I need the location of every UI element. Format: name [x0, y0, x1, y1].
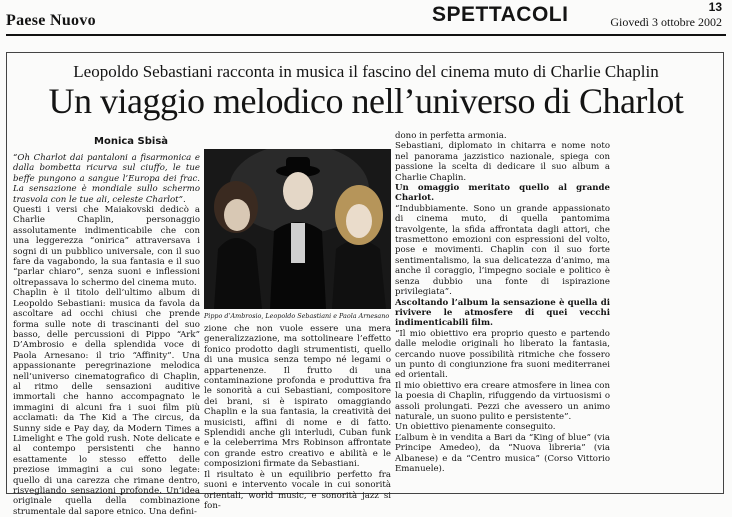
paragraph: “Indubbiamente. Sono un grande appassionato di cinema muto, di quella pantomima travolgente, la sfida affrontata dagli attori, che trasmettono emozioni con espressioni del volto, pose e movimenti. Chaplin con il suo forte sentimentalismo, la sua delicatezza d’animo, ma anche il coraggio, l’impegno sociale e politico è senza dubbio una fonte di ispirazione privilegiata”. — [395, 203, 610, 298]
paragraph: Un obiettivo pienamente conseguito. — [395, 422, 556, 433]
paragraph: zione che non vuole essere una mera generalizzazione, ma sottolineare l’effetto fonico prodotto dagli strumentisti, quello di una musica senza tempo né legami o appartenenze. Il frutto di una contaminazione profonda e produttiva fra le sonorità a cui Sebastiani, compositore dei brani, si è ispirato omaggiando Chaplin e la sua fantasia, la creatività dei musicisti, affini di nome e di fatto. Splendidi anche gli interludi, Cuban funk e la celeberrima Mrs Robinson affrontate con grande estro creativo e abilità e le composizioni firmate da Sebastiani. — [204, 324, 391, 470]
trio-photo-illustration — [204, 149, 391, 309]
article-kicker: Leopoldo Sebastiani racconta in musica il fascino del cinema muto di Charlie Chaplin — [73, 62, 659, 81]
header-rule — [6, 34, 726, 36]
article-headline: Un viaggio melodico nell’universo di Charlot — [48, 81, 684, 121]
paragraph: dono in perfetta armonia. — [395, 131, 507, 141]
paragraph: Questi i versi che Maiakovski dedicò a Charlie Chaplin, personaggio assolutamente indimenticabile che con una leggerezza “onirica” attraversava i sogni di un pubblico universale, con il suo fare da vagabondo, la sua fantasia e il suo “parlar chiaro”, senza suoni e inflessioni oltrepassava lo schermo del cinema muto. — [13, 205, 200, 288]
opening-quote: “Oh Charlot dai pantaloni a fisarmonica e dalla bombetta ricurva sul ciuffo, le tue beffe pungono a sangue l’Europa dei frac. La sensazione è mondiale sullo schermo trasvola con le tue ali, celeste Charlot”. — [13, 153, 200, 205]
text-column-1 — [13, 153, 200, 517]
photo-caption: Pippo d’Ambrosio, Leopoldo Sebastiani e Paola Arnesano — [204, 312, 390, 320]
paragraph: Chaplin è il titolo dell’ultimo album di Leopoldo Sebastiani: musica da favola da ascoltare ad occhi chiusi che prende forma sulle note di trascinanti del suo basso, delle percussioni di Pippo “Ark” D’Ambrosio e della splendida voce di Paola Arnesano: il trio “Affinity”. Una appassionante peregrinazione melodica nell’universo cinematografico di Chaplin, al ritmo delle sensazioni auditive immortali che hanno accompagnato le immagini di alcuni fra i suoi film più acclamati: da The Kid a The circus, da Sunny side e Pay day, da Modern Times a Limelight e The gold rush. Note delicate e al contempo persistenti che hanno esattamente lo stesso effetto delle preziose immagini a cui sono legate: quello di una carezza che rimane dentro, risvegliando sensazioni profonde. Un’idea originale quella della combinazione strumentale dal sapore etnico. Una defini- — [13, 288, 200, 517]
issue-date: Giovedì 3 ottobre 2002 — [610, 15, 722, 29]
paragraph: “Il mio obiettivo era proprio questo e partendo dalle melodie originali ho liberato la fantasia, cercando nuove possibilità ritmiche che fossero un punto di congiunzione fra suoni mediterranei ed orientali. — [395, 328, 610, 381]
paragraph: L’album è in vendita a Bari da “King of blue” (via Principe Amedeo), da “Nuova libreria” (via Albanese) e da “Centro musica” (Corso Vittorio Emanuele). — [395, 432, 610, 474]
page-number: 13 — [708, 0, 722, 14]
subheading: Un omaggio meritato quello al grande Charlot. — [395, 183, 610, 204]
text-column-2 — [204, 324, 391, 511]
article-photo — [204, 149, 391, 309]
masthead: Paese Nuovo — [6, 12, 96, 29]
paragraph: Il mio obiettivo era creare atmosfere in linea con la poesia di Chaplin, rifuggendo da virtuosismi o assoli prolungati. Pezzi che avessero un animo naturale, un suono pulito e persistente”. — [395, 380, 610, 422]
paragraph: Sebastiani, diplomato in chitarra e nome noto nel panorama jazzistico nazionale, spiega con passione la scelta di dedicare il suo album a Charlie Chaplin. — [395, 141, 610, 183]
subheading: Ascoltando l’album la sensazione è quella di rivivere le atmosfere di quei vecchi indimenticabili film. — [395, 297, 610, 329]
byline: Monica Sbisà — [94, 136, 169, 147]
section-title: SPETTACOLI — [432, 3, 569, 26]
text-column-3 — [395, 131, 610, 474]
paragraph: Il risultato è un equilibrio perfetto fra suoni e intervento vocale in cui sonorità orientali, world music, e sonorità jazz si fon- — [204, 469, 391, 511]
